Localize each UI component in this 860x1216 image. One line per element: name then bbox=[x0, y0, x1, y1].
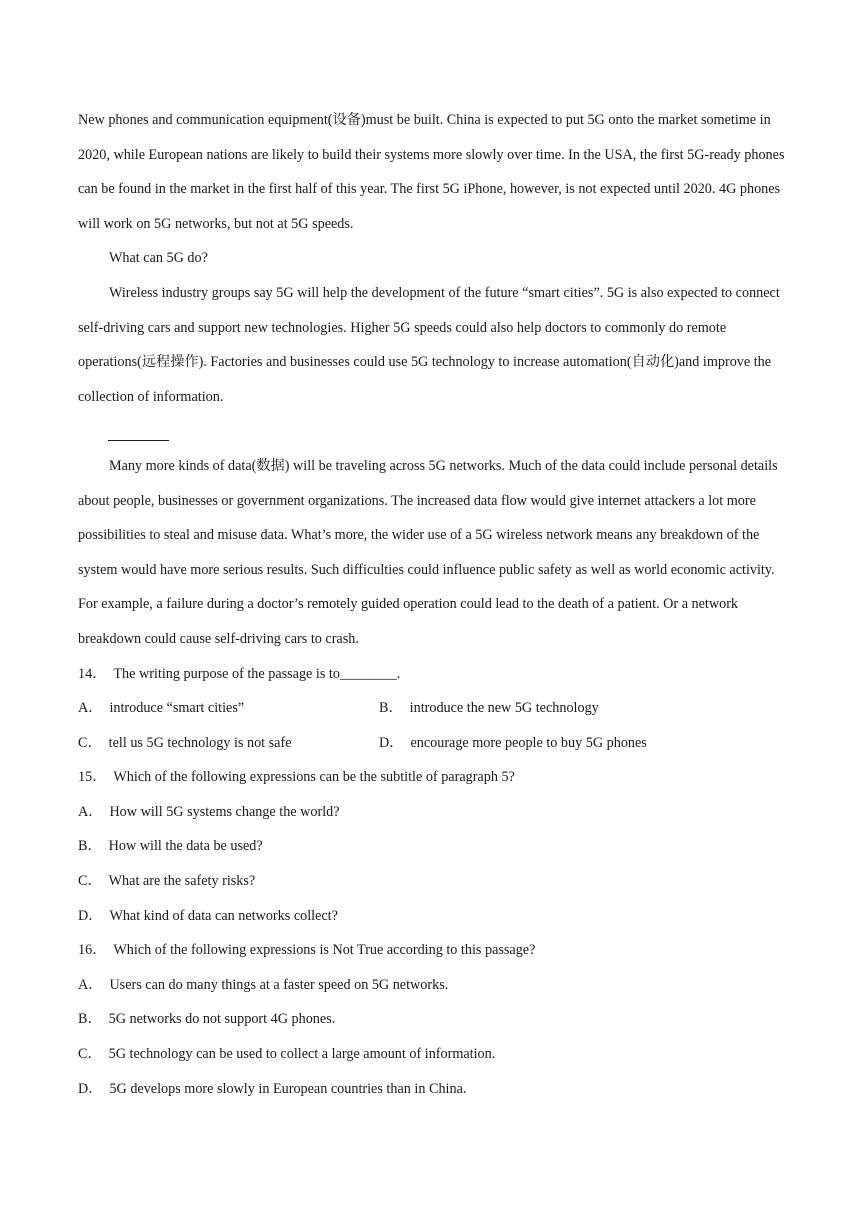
option-d[interactable] bbox=[78, 1072, 786, 1107]
passage-paragraph-3: Many more kinds of data(数据) will be traveling across 5G networks. Much of the data could include personal details about people, businesses or government organizations. The increased data flow would give internet attackers a lot more possibilities to steal and misuse data. What’s more, the wider use of a 5G wireless network means any breakdown of the system would have more serious results. Such difficulties could influence public safety as well as world economic activity. For example, a failure during a doctor’s remotely guided operation could lead to the death of a patient. Or a network breakdown could cause self-driving cars to crash. bbox=[78, 457, 778, 647]
option-label: D． bbox=[379, 734, 404, 751]
blank-underline bbox=[108, 440, 169, 441]
option-text: encourage more people to buy 5G phones bbox=[410, 734, 647, 751]
passage-paragraph-1: New phones and communication equipment(设备)must be built. China is expected to put 5G onto the market sometime in 2020, while European nations are likely to build their systems more slowly over time. In the USA, the first 5G-ready phones can be found in the market in the first half of this year. The first 5G iPhone, however, is not expected until 2020. 4G phones will work on 5G networks, but not at 5G speeds. bbox=[78, 112, 785, 232]
option-label: B． bbox=[379, 700, 403, 717]
option-a[interactable] bbox=[78, 968, 786, 1003]
question-text: Which of the following expressions is Not True according to this passage? bbox=[113, 942, 536, 959]
option-text: What are the safety risks? bbox=[108, 873, 256, 890]
option-b[interactable] bbox=[78, 1002, 786, 1037]
option-text: Users can do many things at a faster speed on 5G networks. bbox=[109, 976, 449, 993]
option-label: C． bbox=[78, 1046, 102, 1063]
question-14 bbox=[78, 657, 786, 761]
option-label: B． bbox=[78, 838, 102, 855]
option-text: 5G develops more slowly in European countries than in China. bbox=[109, 1080, 467, 1097]
option-text: How will the data be used? bbox=[108, 838, 263, 855]
question-stem bbox=[78, 657, 786, 692]
option-text: 5G technology can be used to collect a large amount of information. bbox=[108, 1046, 496, 1063]
option-d[interactable] bbox=[78, 899, 786, 934]
option-text: 5G networks do not support 4G phones. bbox=[108, 1011, 336, 1028]
question-stem bbox=[78, 933, 786, 968]
question-number: 16． bbox=[78, 942, 107, 959]
option-text: How will 5G systems change the world? bbox=[109, 803, 340, 820]
document-page bbox=[78, 103, 786, 1106]
option-label: C． bbox=[78, 734, 102, 751]
option-c[interactable] bbox=[78, 726, 379, 761]
option-label: B． bbox=[78, 1011, 102, 1028]
passage-paragraph-2: Wireless industry groups say 5G will help the development of the future “smart cities”. 5G is also expected to connect self-driving cars and support new technologies. Higher 5G speeds could also help doctors to commonly do remote operations(远程操作). Factories and businesses could use 5G technology to increase automation(自动化)and improve the collection of information. bbox=[78, 284, 780, 405]
question-number: 14． bbox=[78, 665, 107, 682]
option-label: D． bbox=[78, 907, 103, 924]
option-d[interactable] bbox=[379, 726, 786, 761]
option-row bbox=[78, 691, 786, 726]
question-text: Which of the following expressions can be the subtitle of paragraph 5? bbox=[113, 769, 515, 786]
option-row bbox=[78, 726, 786, 761]
option-label: A． bbox=[78, 803, 103, 820]
option-text: What kind of data can networks collect? bbox=[109, 907, 338, 924]
option-text: tell us 5G technology is not safe bbox=[108, 734, 292, 751]
paragraph-subtitle: What can 5G do? bbox=[109, 250, 208, 267]
option-label: C． bbox=[78, 873, 102, 890]
subtitle-blank bbox=[78, 414, 786, 449]
option-label: D． bbox=[78, 1080, 103, 1097]
option-a[interactable] bbox=[78, 795, 786, 830]
question-text: The writing purpose of the passage is to________. bbox=[113, 665, 401, 682]
option-text: introduce “smart cities” bbox=[109, 700, 245, 717]
option-b[interactable] bbox=[78, 829, 786, 864]
option-b[interactable] bbox=[379, 691, 786, 726]
question-number: 15． bbox=[78, 769, 107, 786]
question-stem bbox=[78, 760, 786, 795]
option-a[interactable] bbox=[78, 691, 379, 726]
option-label: A． bbox=[78, 700, 103, 717]
option-label: A． bbox=[78, 976, 103, 993]
option-text: introduce the new 5G technology bbox=[409, 700, 599, 717]
option-c[interactable] bbox=[78, 1037, 786, 1072]
question-16 bbox=[78, 933, 786, 1106]
option-c[interactable] bbox=[78, 864, 786, 899]
question-15 bbox=[78, 760, 786, 933]
